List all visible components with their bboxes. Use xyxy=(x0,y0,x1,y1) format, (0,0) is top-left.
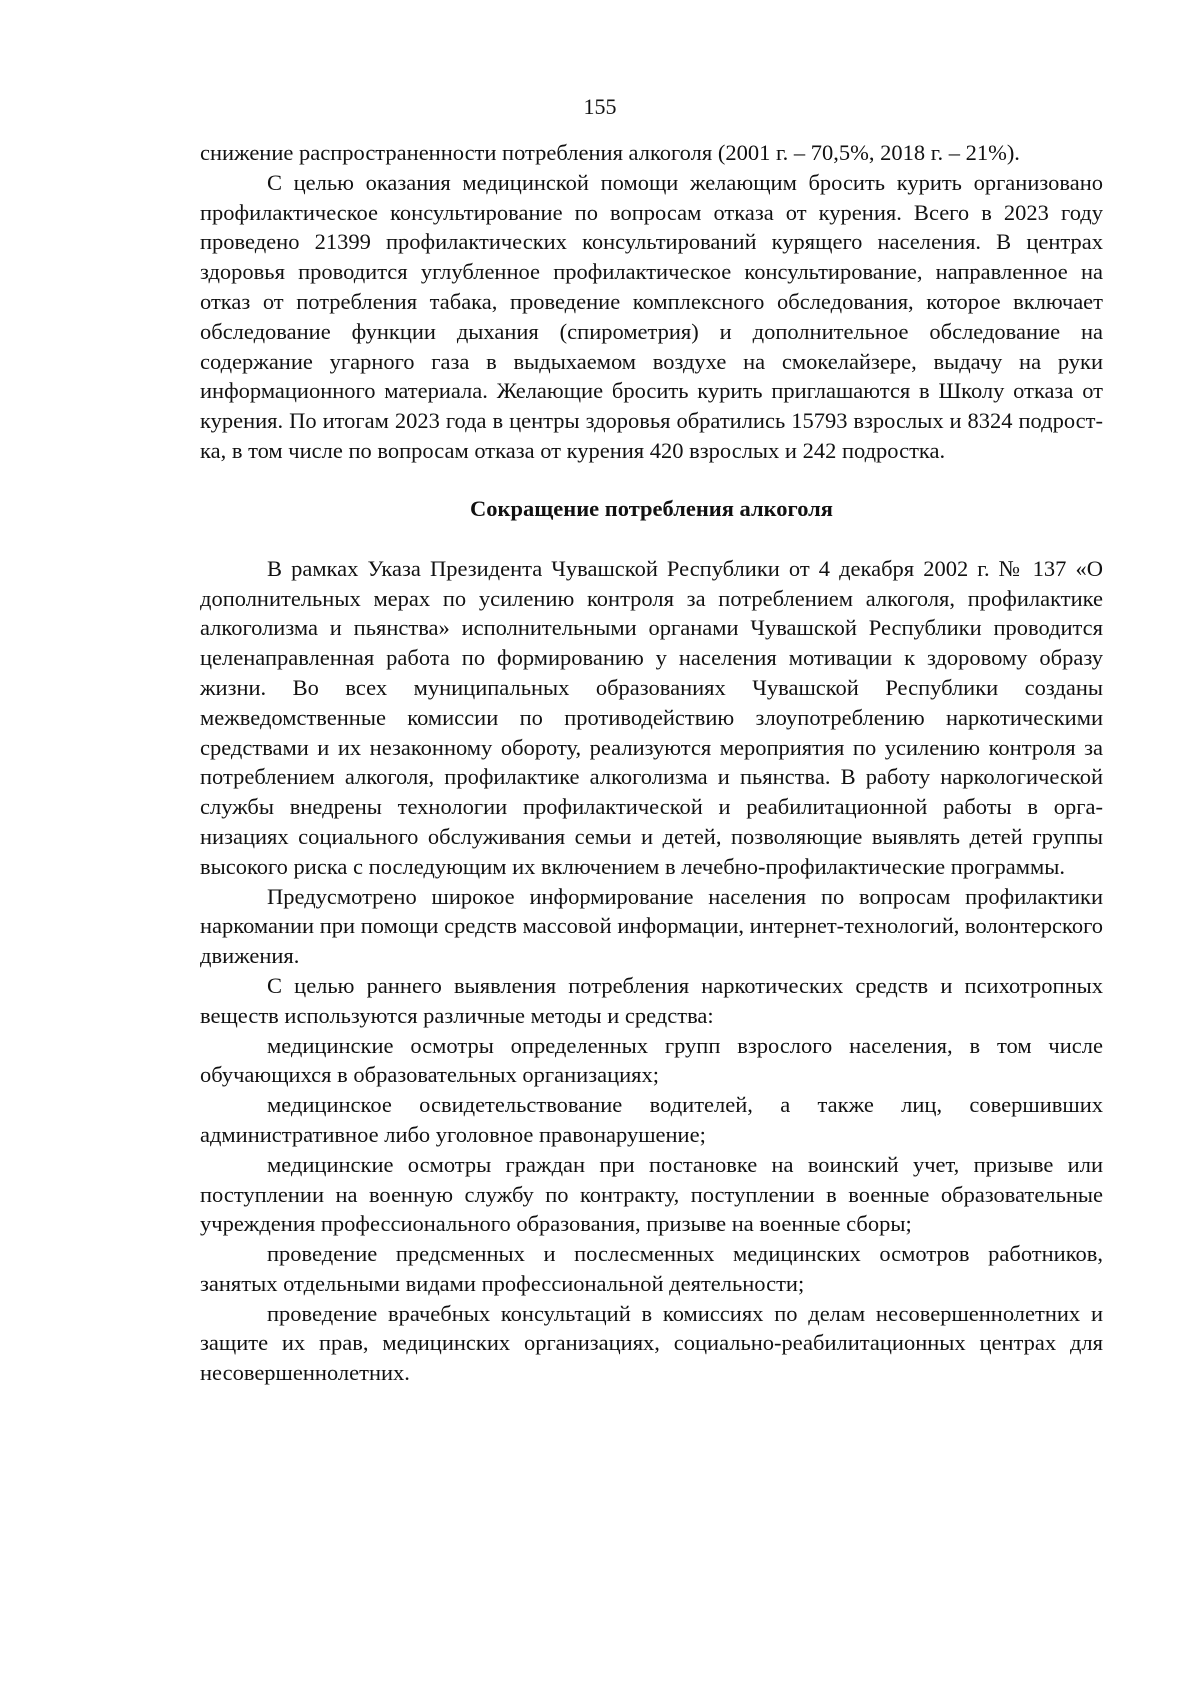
paragraph: В рамках Указа Президента Чувашской Республики от 4 декабря 2002 г. № 137 «О дополнительных мерах по усилению контроля за потреблением алкоголя, профилактике алкоголизма и пьянства» исполнительными органами Чувашской Республики проводится целенаправленная работа по формированию у населения мотивации к здоровому образу жизни. Во всех муниципальных образованиях Чувашской Республики созданы межведомственные комиссии по противодействию злоупотреблению наркотическими средствами и их незаконному обороту, реализуются мероприятия по усилению контроля за потреблением алкоголя, профилактике алкоголизма и пьянства. В работу наркологической службы внедрены технологии профилактической и реабилитационной работы в организациях социального обслуживания семьи и детей, позволяющие выявлять детей группы высокого риска с последующим их включением в лечебно-профилактические программы. xyxy=(200,555,1103,879)
paragraph: С целью оказания медицинской помощи желающим бросить курить организовано профилактическое консультирование по вопросам отказа от курения. Всего в 2023 году проведено 21399 профилактических консультирований курящего населения. В центрах здоровья проводится углубленное профилактическое консультирование, направленное на отказ от потребления табака, проведение комплексного обследования, которое включает обследование функции дыхания (спирометрия) и дополнительное обследование на содержание угарного газа в выдыхаемом воздухе на смокелайзере, выдачу на руки информационного материала. Желающие бросить курить приглашаются в Школу отказа от курения. По итогам 2023 года в центры здоровья обратились 15793 взрослых и 8324 подростка, в том числе по вопросам отказа от курения 420 взрослых и 242 подростка. xyxy=(200,169,1103,463)
list-item: проведение предсменных и послесменных медицинских осмотров работников, занятых отдельными видами профессиональной деятельности; xyxy=(200,1241,1103,1296)
list-item: медицинские осмотры граждан при постановке на воинский учет, призыве или поступлении на военную службу по контракту, поступлении в военные образовательные учреждения профессионального образования, призыве на военные сборы; xyxy=(200,1151,1103,1237)
paragraph: С целью раннего выявления потребления наркотических средств и психотропных веществ используются различные методы и средства: xyxy=(200,972,1103,1028)
list-item: медицинские осмотры определенных групп взрослого населения, в том числе обучающихся в образовательных организациях; xyxy=(200,1032,1103,1088)
paragraph: Предусмотрено широкое информирование населения по вопросам профилактики наркомании при помощи средств массовой информации, интернет-технологий, волонтерского движения. xyxy=(200,883,1103,969)
section-heading: Сокращение потребления алкоголя xyxy=(470,495,833,521)
list-item: проведение врачебных консультаций в комиссиях по делам несовершеннолетних и защите их прав, медицинских организациях, социально-реабилитационных центрах для несовершеннолетних. xyxy=(200,1300,1103,1386)
document-body xyxy=(200,138,1103,1388)
page-number: 155 xyxy=(583,94,617,119)
paragraph: снижение распространенности потребления алкоголя (2001 г. – 70,5%, 2018 г. – 21%). xyxy=(200,140,1020,165)
list-item: медицинское освидетельствование водителей, а также лиц, совершивших административное либо уголовное правонарушение; xyxy=(200,1092,1103,1147)
